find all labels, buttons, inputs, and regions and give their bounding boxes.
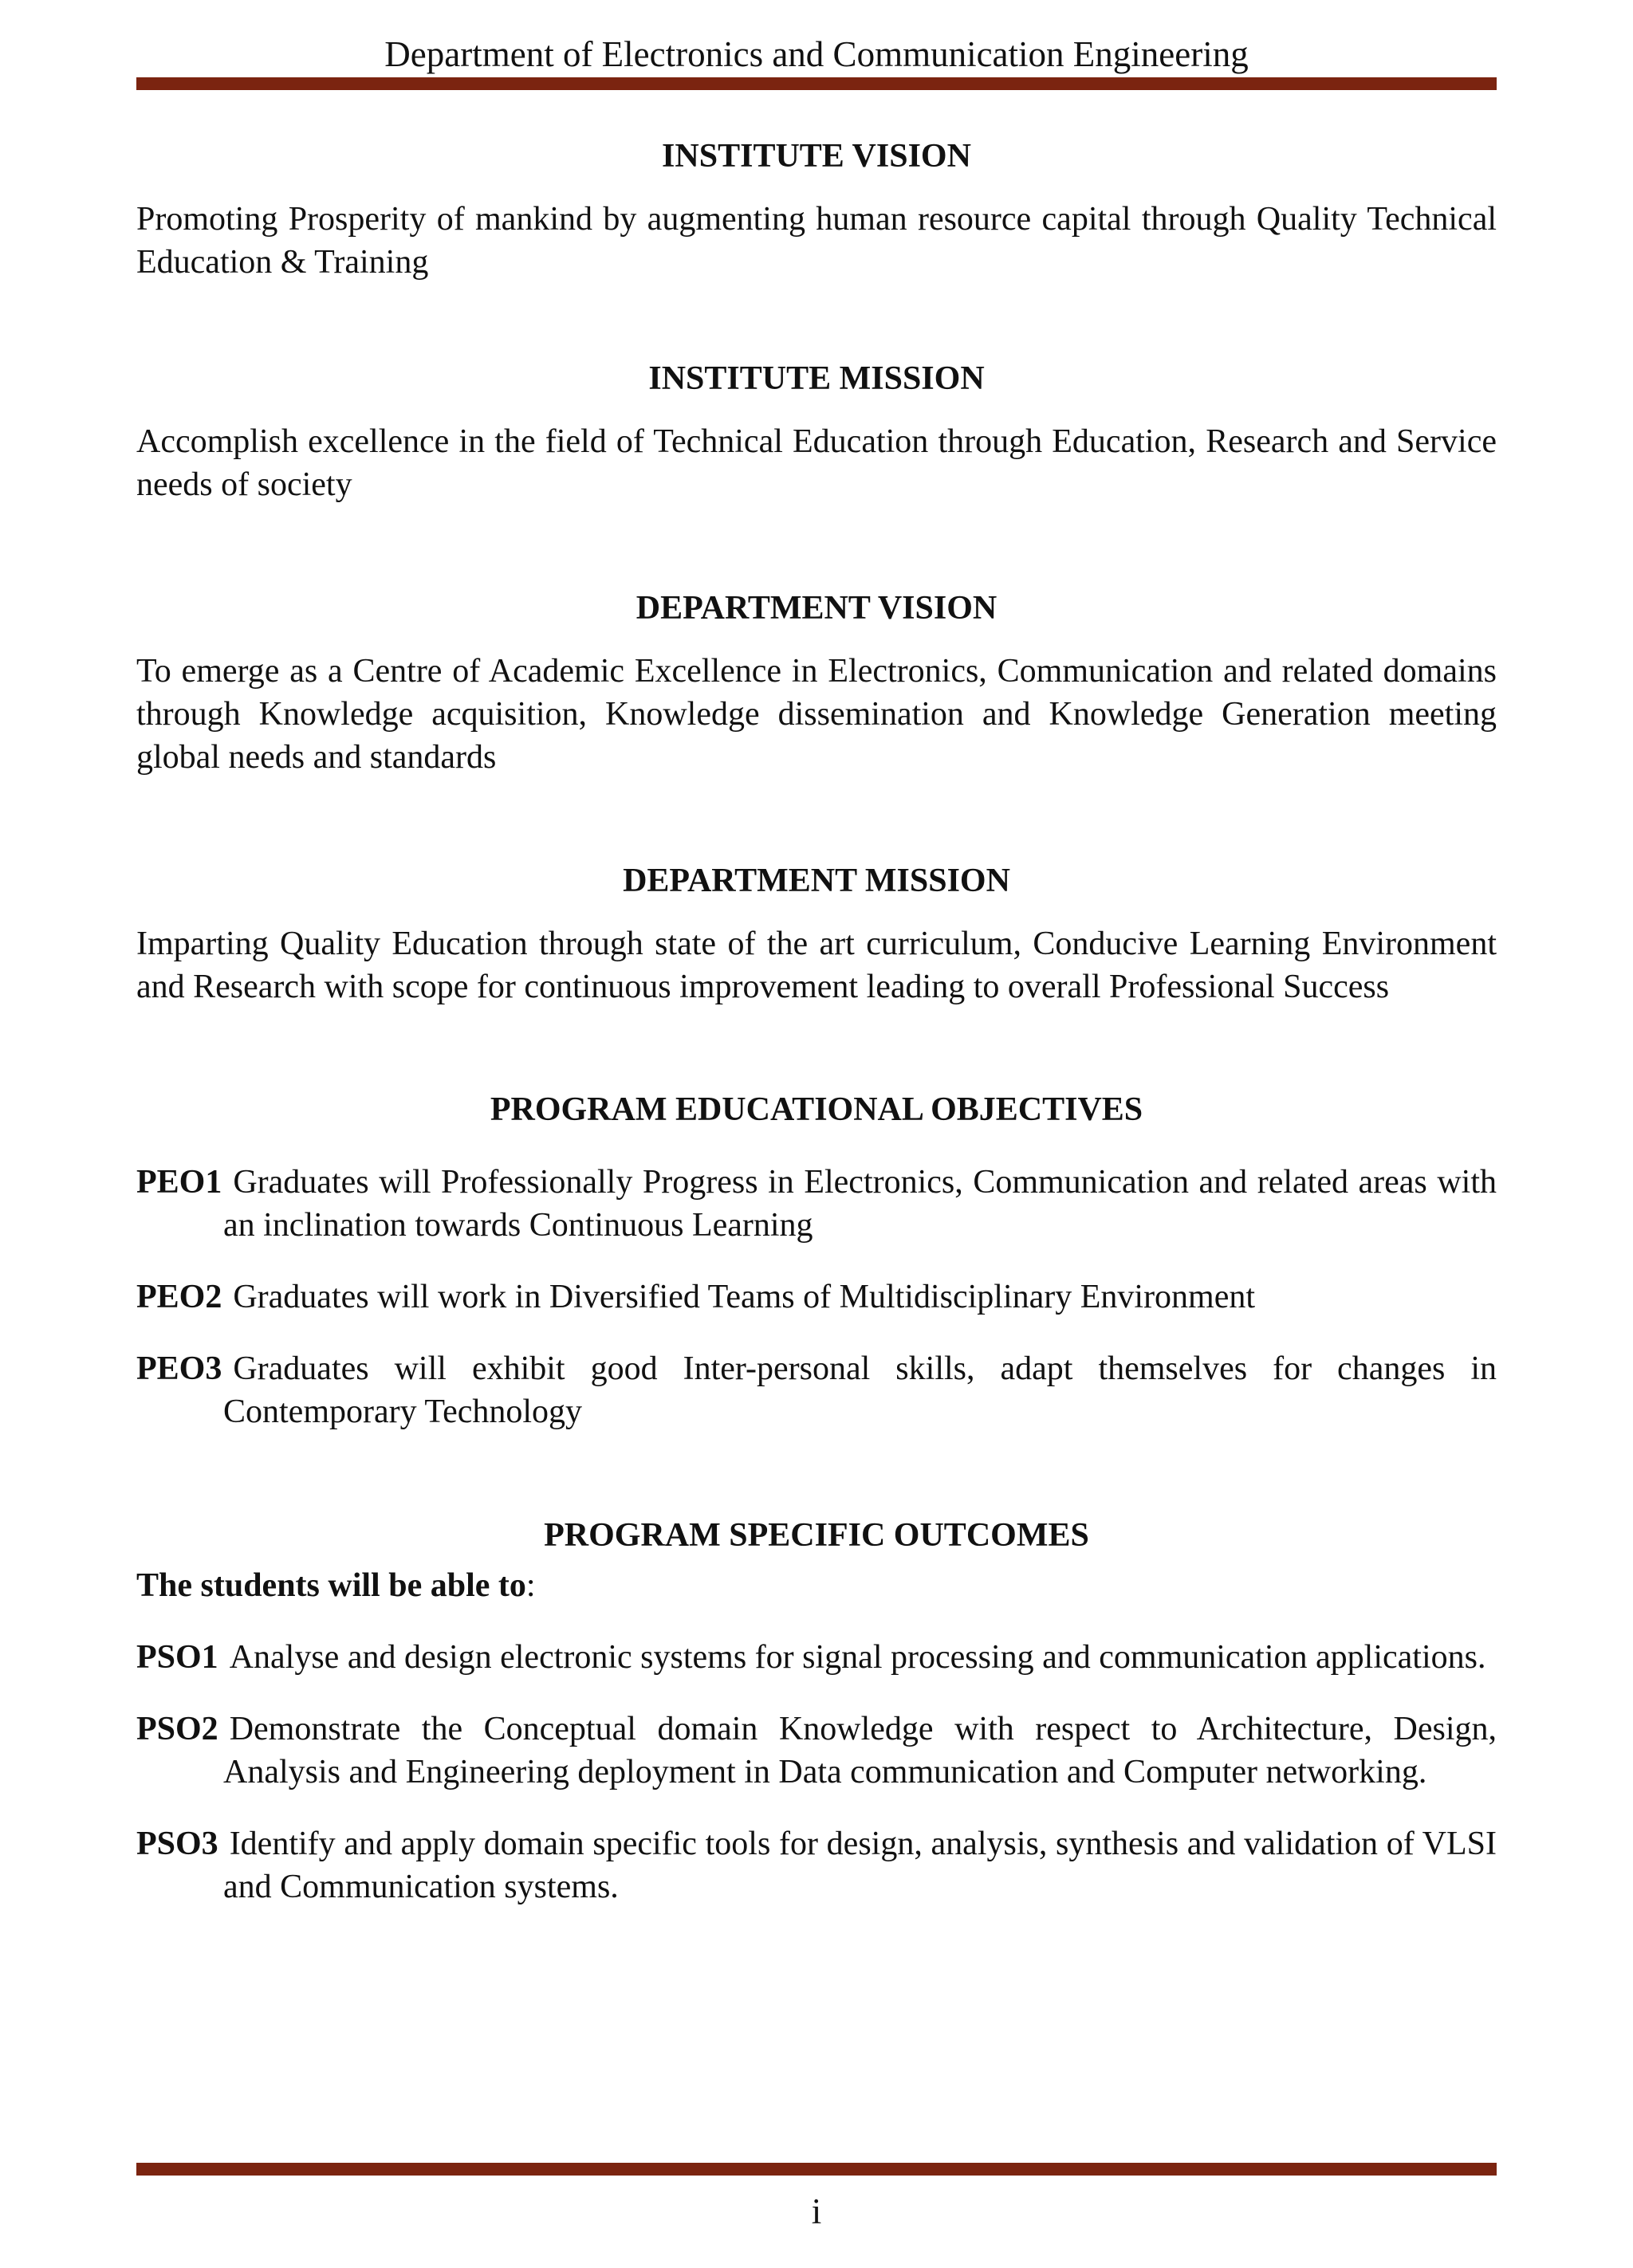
pso-text: Analyse and design electronic systems for signal processing and communication applications. bbox=[229, 1639, 1486, 1676]
pso-label: PSO3 bbox=[136, 1826, 218, 1862]
institute-mission-text: Accomplish excellence in the field of Technical Education through Education, Research and Service needs of society bbox=[136, 423, 1497, 503]
pso-lead-text: The students will be able to bbox=[136, 1567, 526, 1604]
pso-title: PROGRAM SPECIFIC OUTCOMES bbox=[544, 1517, 1089, 1554]
institute-vision-section bbox=[136, 134, 1497, 284]
pso-section bbox=[136, 1513, 1497, 1908]
page-number: i bbox=[811, 2191, 822, 2231]
department-mission-title: DEPARTMENT MISSION bbox=[623, 863, 1010, 899]
pso-text: Demonstrate the Conceptual domain Knowledge with respect to Architecture, Design, Analysis and Engineering deployment in Data communication and Computer networking. bbox=[223, 1711, 1497, 1790]
pso-item bbox=[136, 1708, 1497, 1794]
pso-item bbox=[136, 1636, 1497, 1679]
pso-list bbox=[136, 1636, 1497, 1908]
peo-item bbox=[136, 1276, 1497, 1319]
institute-vision-text: Promoting Prosperity of mankind by augmenting human resource capital through Quality Technical Education & Training bbox=[136, 201, 1497, 281]
peo-item bbox=[136, 1347, 1497, 1433]
page-content bbox=[136, 134, 1497, 1908]
department-vision-title: DEPARTMENT VISION bbox=[635, 590, 998, 627]
footer-rule bbox=[136, 2163, 1497, 2176]
pso-lead bbox=[136, 1564, 1497, 1607]
peo-text: Graduates will work in Diversified Teams of Multidisciplinary Environment bbox=[233, 1279, 1256, 1315]
department-vision-text: To emerge as a Centre of Academic Excellence in Electronics, Communication and related domains through Knowledge acquisition, Knowledge dissemination and Knowledge Generation meeting global needs and standards bbox=[136, 653, 1497, 776]
peo-item bbox=[136, 1161, 1497, 1247]
department-mission-section bbox=[136, 859, 1497, 1008]
peo-list bbox=[136, 1161, 1497, 1433]
header-rule bbox=[136, 77, 1497, 90]
pso-label: PSO1 bbox=[136, 1639, 218, 1676]
peo-label: PEO3 bbox=[136, 1350, 222, 1387]
peo-text: Graduates will exhibit good Inter-personal skills, adapt themselves for changes in Contemporary Technology bbox=[223, 1350, 1497, 1430]
running-header: Department of Electronics and Communication Engineering bbox=[384, 34, 1249, 74]
department-vision-section bbox=[136, 586, 1497, 779]
department-mission-text: Imparting Quality Education through state of the art curriculum, Conducive Learning Environment and Research with scope for continuous improvement leading to overall Professional Success bbox=[136, 926, 1497, 1005]
pso-label: PSO2 bbox=[136, 1711, 218, 1747]
pso-lead-colon: : bbox=[525, 1567, 536, 1604]
peo-section bbox=[136, 1087, 1497, 1433]
pso-item bbox=[136, 1822, 1497, 1908]
institute-mission-title: INSTITUTE MISSION bbox=[648, 360, 985, 397]
peo-label: PEO2 bbox=[136, 1279, 222, 1315]
pso-text: Identify and apply domain specific tools for design, analysis, synthesis and validation of VLSI and Communication systems. bbox=[223, 1826, 1497, 1905]
institute-vision-title: INSTITUTE VISION bbox=[662, 138, 971, 175]
peo-title: PROGRAM EDUCATIONAL OBJECTIVES bbox=[490, 1091, 1143, 1128]
peo-label: PEO1 bbox=[136, 1164, 222, 1201]
institute-mission-section bbox=[136, 356, 1497, 506]
peo-text: Graduates will Professionally Progress in Electronics, Communication and related areas with an inclination towards Continuous Learning bbox=[223, 1164, 1497, 1244]
